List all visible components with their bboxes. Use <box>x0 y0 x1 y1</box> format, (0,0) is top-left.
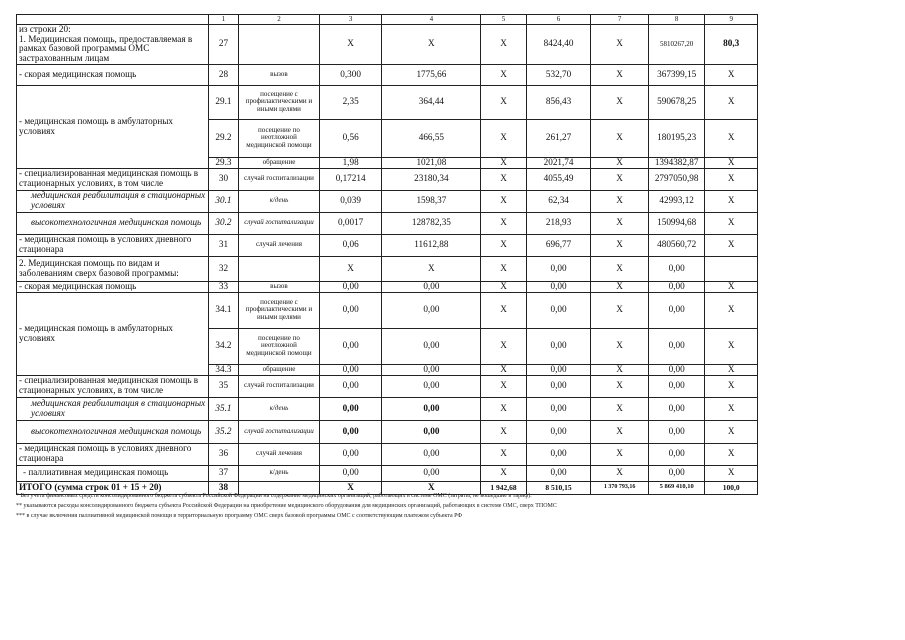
oms-total-cell: 1394382,87 <box>648 157 705 168</box>
cost-cell: X <box>382 256 481 281</box>
row-description: 2. Медицинская помощь по видам и заболеваниям сверх базовой программы: <box>17 256 209 281</box>
percent-cell: X <box>705 328 758 364</box>
oms-cell: 0,00 <box>526 443 591 465</box>
percent-cell: X <box>705 420 758 443</box>
percent-cell: X <box>705 190 758 212</box>
oms-total-cell: 150994,68 <box>648 212 705 234</box>
volume-cell: 1,98 <box>319 157 382 168</box>
volume-cell: 2,35 <box>319 85 382 119</box>
row-description: - скорая медицинская помощь <box>17 281 209 292</box>
oms-total-cell: 5 869 410,10 <box>648 481 705 494</box>
cost-cell: 466,55 <box>382 119 481 157</box>
unit-cell <box>239 25 320 65</box>
cost-cell: 0,00 <box>382 397 481 420</box>
row-description: медицинская реабилитация в стационарных условиях <box>17 190 209 212</box>
cost-cell: 0,00 <box>382 292 481 328</box>
column-number-row <box>17 15 758 25</box>
budget-total-cell: X <box>591 328 649 364</box>
col-number-6: 6 <box>526 15 591 25</box>
row-number: 35 <box>208 375 238 397</box>
cost-cell: 0,00 <box>382 328 481 364</box>
oms-cell: 696,77 <box>526 234 591 256</box>
oms-cell: 0,00 <box>526 328 591 364</box>
row-description: - специализированная медицинская помощь в стационарных условиях, в том числе <box>17 168 209 190</box>
oms-cell: 2021,74 <box>526 157 591 168</box>
budget-total-cell: X <box>591 234 649 256</box>
row-number: 30.2 <box>208 212 238 234</box>
unit-cell: посещение с профилактическими и иными целями <box>239 292 320 328</box>
col-number-7: 7 <box>591 15 649 25</box>
row-description: - медицинская помощь в условиях дневного стационара <box>17 234 209 256</box>
row-number: 38 <box>208 481 238 494</box>
oms-total-cell: 0,00 <box>648 397 705 420</box>
percent-cell: X <box>705 443 758 465</box>
percent-cell: X <box>705 292 758 328</box>
unit-cell: случай лечения <box>239 443 320 465</box>
row-description: - специализированная медицинская помощь в стационарных условиях, в том числе <box>17 375 209 397</box>
percent-cell <box>705 256 758 281</box>
table-row <box>17 25 758 65</box>
unit-cell: обращение <box>239 364 320 375</box>
oms-total-cell: 590678,25 <box>648 85 705 119</box>
budget-total-cell: X <box>591 119 649 157</box>
percent-cell: 80,3 <box>705 25 758 65</box>
oms-total-cell: 0,00 <box>648 364 705 375</box>
budget-cell: X <box>481 465 526 481</box>
volume-cell: 0,00 <box>319 465 382 481</box>
row-number: 36 <box>208 443 238 465</box>
budget-cell: X <box>481 212 526 234</box>
oms-cell: 8424,40 <box>526 25 591 65</box>
footnote: ** указываются расходы консолидированного бюджета субъекта Российской Федерации на приобретение медицинского оборудования для медицинских организаций, работающих в системе ОМС, сверх ТПОМС <box>16 503 557 509</box>
budget-total-cell: X <box>591 168 649 190</box>
volume-cell: X <box>319 256 382 281</box>
table-row <box>17 397 758 420</box>
cost-cell: 1598,37 <box>382 190 481 212</box>
oms-total-cell: 2797050,98 <box>648 168 705 190</box>
percent-cell: X <box>705 212 758 234</box>
volume-cell: X <box>319 481 382 494</box>
row-description: - медицинская помощь в амбулаторных условиях <box>17 292 209 375</box>
budget-total-cell: X <box>591 190 649 212</box>
cost-cell: X <box>382 25 481 65</box>
row-number: 29.3 <box>208 157 238 168</box>
volume-cell: 0,00 <box>319 364 382 375</box>
financing-table <box>16 14 758 495</box>
percent-cell: X <box>705 119 758 157</box>
percent-cell: X <box>705 168 758 190</box>
table-row <box>17 292 758 328</box>
cost-cell: 0,00 <box>382 281 481 292</box>
col-number-8: 8 <box>648 15 705 25</box>
budget-cell: X <box>481 168 526 190</box>
unit-cell: случай госпитализации <box>239 375 320 397</box>
table-row <box>17 212 758 234</box>
table-row <box>17 190 758 212</box>
volume-cell: 0,00 <box>319 397 382 420</box>
budget-cell: X <box>481 375 526 397</box>
budget-cell: X <box>481 292 526 328</box>
unit-cell: обращение <box>239 157 320 168</box>
oms-cell: 62,34 <box>526 190 591 212</box>
unit-cell: случай госпитализации <box>239 420 320 443</box>
volume-cell: 0,00 <box>319 328 382 364</box>
oms-total-cell: 0,00 <box>648 281 705 292</box>
budget-total-cell: 1 370 793,16 <box>591 481 649 494</box>
table-row <box>17 234 758 256</box>
budget-cell: X <box>481 190 526 212</box>
budget-total-cell: X <box>591 420 649 443</box>
percent-cell: 100,0 <box>705 481 758 494</box>
oms-cell: 218,93 <box>526 212 591 234</box>
table-row <box>17 281 758 292</box>
budget-cell: X <box>481 364 526 375</box>
table-row <box>17 420 758 443</box>
table-row <box>17 375 758 397</box>
budget-total-cell: X <box>591 292 649 328</box>
unit-cell <box>239 256 320 281</box>
volume-cell: 0,039 <box>319 190 382 212</box>
row-number: 35.1 <box>208 397 238 420</box>
budget-total-cell: X <box>591 397 649 420</box>
volume-cell: 0,00 <box>319 375 382 397</box>
col-number-5: 5 <box>481 15 526 25</box>
row-description: медицинская реабилитация в стационарных условиях <box>17 397 209 420</box>
volume-cell: 0,00 <box>319 292 382 328</box>
budget-cell: X <box>481 119 526 157</box>
budget-cell: X <box>481 25 526 65</box>
budget-cell: 1 942,68 <box>481 481 526 494</box>
oms-total-cell: 180195,23 <box>648 119 705 157</box>
budget-cell: X <box>481 420 526 443</box>
unit-cell: случай лечения <box>239 234 320 256</box>
oms-total-cell: 0,00 <box>648 256 705 281</box>
row-number: 35.2 <box>208 420 238 443</box>
volume-cell: 0,0017 <box>319 212 382 234</box>
budget-cell: X <box>481 85 526 119</box>
unit-cell: к/день <box>239 397 320 420</box>
volume-cell: 0,00 <box>319 443 382 465</box>
volume-cell: 0,00 <box>319 281 382 292</box>
volume-cell: 0,56 <box>319 119 382 157</box>
footnotes <box>16 491 876 521</box>
oms-cell: 0,00 <box>526 465 591 481</box>
cost-cell: 0,00 <box>382 443 481 465</box>
unit-cell: посещение по неотложной медицинской помощи <box>239 119 320 157</box>
oms-cell: 0,00 <box>526 420 591 443</box>
budget-total-cell: X <box>591 85 649 119</box>
oms-total-cell: 367399,15 <box>648 64 705 85</box>
percent-cell: X <box>705 375 758 397</box>
volume-cell: 0,00 <box>319 420 382 443</box>
oms-cell: 261,27 <box>526 119 591 157</box>
row-number: 31 <box>208 234 238 256</box>
row-number: 34.1 <box>208 292 238 328</box>
cost-cell: X <box>382 481 481 494</box>
oms-cell: 0,00 <box>526 281 591 292</box>
volume-cell: 0,06 <box>319 234 382 256</box>
oms-total-cell: 0,00 <box>648 443 705 465</box>
oms-total-cell: 42993,12 <box>648 190 705 212</box>
oms-cell: 0,00 <box>526 364 591 375</box>
budget-total-cell: X <box>591 375 649 397</box>
budget-cell: X <box>481 443 526 465</box>
table-row <box>17 443 758 465</box>
budget-total-cell: X <box>591 25 649 65</box>
unit-cell: вызов <box>239 64 320 85</box>
row-number: 29.1 <box>208 85 238 119</box>
row-description: из строки 20: 1. Медицинская помощь, предоставляемая в рамках базовой программы ОМС застрахованным лицам <box>17 25 209 65</box>
volume-cell: 0,17214 <box>319 168 382 190</box>
budget-cell: X <box>481 157 526 168</box>
percent-cell: X <box>705 85 758 119</box>
oms-cell: 532,70 <box>526 64 591 85</box>
row-description: - медицинская помощь в амбулаторных условиях <box>17 85 209 168</box>
table-row <box>17 256 758 281</box>
footnote: *** в случае включения паллиативной медицинской помощи в территориальную программу ОМС сверх базовой программы ОМС с соответствующим платежом субъекта РФ <box>16 513 463 519</box>
row-number: 32 <box>208 256 238 281</box>
oms-total-cell: 0,00 <box>648 420 705 443</box>
oms-cell: 0,00 <box>526 256 591 281</box>
cost-cell: 11612,88 <box>382 234 481 256</box>
cost-cell: 23180,34 <box>382 168 481 190</box>
unit-cell: случай госпитализации <box>239 168 320 190</box>
oms-total-cell: 480560,72 <box>648 234 705 256</box>
col-number-9: 9 <box>705 15 758 25</box>
oms-total-cell: 0,00 <box>648 375 705 397</box>
percent-cell: X <box>705 397 758 420</box>
row-description: высокотехнологичная медицинская помощь <box>17 212 209 234</box>
row-number: 34.2 <box>208 328 238 364</box>
oms-cell: 0,00 <box>526 375 591 397</box>
row-number: 28 <box>208 64 238 85</box>
total-label: ИТОГО (сумма строк 01 + 15 + 20) <box>17 481 209 494</box>
unit-cell: к/день <box>239 190 320 212</box>
oms-cell: 4055,49 <box>526 168 591 190</box>
cost-cell: 0,00 <box>382 364 481 375</box>
percent-cell: X <box>705 281 758 292</box>
oms-cell: 856,43 <box>526 85 591 119</box>
row-number: 27 <box>208 25 238 65</box>
col-number-2: 2 <box>239 15 320 25</box>
cost-cell: 0,00 <box>382 465 481 481</box>
col-number-3: 3 <box>319 15 382 25</box>
oms-total-cell: 0,00 <box>648 292 705 328</box>
table-row <box>17 85 758 119</box>
budget-total-cell: X <box>591 256 649 281</box>
budget-total-cell: X <box>591 364 649 375</box>
oms-total-cell: 0,00 <box>648 328 705 364</box>
budget-total-cell: X <box>591 465 649 481</box>
oms-cell: 0,00 <box>526 397 591 420</box>
budget-total-cell: X <box>591 157 649 168</box>
budget-cell: X <box>481 64 526 85</box>
row-number: 33 <box>208 281 238 292</box>
row-number: 34.3 <box>208 364 238 375</box>
row-description: - паллиативная медицинская помощь <box>17 465 209 481</box>
row-number: 29.2 <box>208 119 238 157</box>
cost-cell: 1021,08 <box>382 157 481 168</box>
budget-cell: X <box>481 234 526 256</box>
cost-cell: 1775,66 <box>382 64 481 85</box>
col-number-4: 4 <box>382 15 481 25</box>
oms-cell: 8 510,15 <box>526 481 591 494</box>
budget-cell: X <box>481 256 526 281</box>
volume-cell: 0,300 <box>319 64 382 85</box>
row-description: высокотехнологичная медицинская помощь <box>17 420 209 443</box>
col-number-1: 1 <box>208 15 238 25</box>
row-number: 30 <box>208 168 238 190</box>
cost-cell: 364,44 <box>382 85 481 119</box>
row-number: 37 <box>208 465 238 481</box>
unit-cell: к/день <box>239 465 320 481</box>
percent-cell: X <box>705 364 758 375</box>
percent-cell: X <box>705 64 758 85</box>
unit-cell: посещение по неотложной медицинской помощи <box>239 328 320 364</box>
unit-cell: вызов <box>239 281 320 292</box>
budget-total-cell: X <box>591 443 649 465</box>
oms-total-cell: 0,00 <box>648 465 705 481</box>
row-description: - скорая медицинская помощь <box>17 64 209 85</box>
oms-total-cell: 5810267,20 <box>648 25 705 65</box>
cost-cell: 128782,35 <box>382 212 481 234</box>
unit-cell: посещение с профилактическими и иными целями <box>239 85 320 119</box>
volume-cell: X <box>319 25 382 65</box>
cost-cell: 0,00 <box>382 420 481 443</box>
budget-total-cell: X <box>591 212 649 234</box>
table-row <box>17 465 758 481</box>
cost-cell: 0,00 <box>382 375 481 397</box>
unit-cell: случай госпитализации <box>239 212 320 234</box>
percent-cell: X <box>705 234 758 256</box>
budget-cell: X <box>481 397 526 420</box>
row-number: 30.1 <box>208 190 238 212</box>
percent-cell: X <box>705 157 758 168</box>
budget-cell: X <box>481 328 526 364</box>
footnote: * Без учета финансовых средств консолидированного бюджета субъекта Российской Федерации на содержание медицинских организаций, работающих в системе ОМС (затраты, не вошедшие в тариф). <box>16 493 532 499</box>
table-row <box>17 168 758 190</box>
oms-cell: 0,00 <box>526 292 591 328</box>
header-blank <box>17 15 209 25</box>
table-row <box>17 64 758 85</box>
row-description: - медицинская помощь в условиях дневного стационара <box>17 443 209 465</box>
budget-total-cell: X <box>591 281 649 292</box>
budget-total-cell: X <box>591 64 649 85</box>
percent-cell: X <box>705 465 758 481</box>
budget-cell: X <box>481 281 526 292</box>
